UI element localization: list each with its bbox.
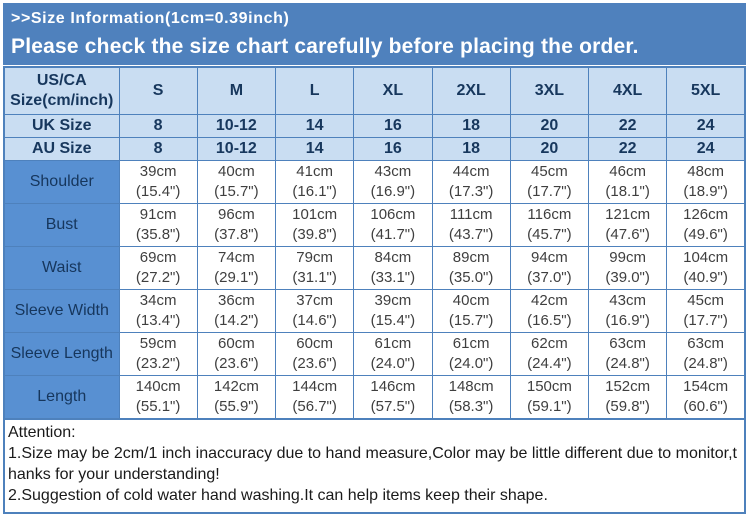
measurement-row — [4, 204, 745, 247]
measurement-value-cell — [589, 161, 667, 204]
cm-value: 144cm — [292, 378, 338, 395]
inch-value: (60.6") — [683, 398, 728, 415]
cm-value: 60cm — [296, 335, 333, 352]
cm-value: 91cm — [139, 206, 177, 223]
size-column-header: 4XL — [589, 67, 667, 115]
cm-value: 41cm — [296, 163, 333, 180]
inch-value: (24.0") — [370, 355, 416, 372]
cm-value: 62cm — [531, 335, 568, 352]
cm-value: 44cm — [452, 163, 490, 180]
cm-value: 148cm — [448, 378, 494, 395]
measurement-row — [4, 247, 745, 290]
cm-value: 142cm — [213, 378, 259, 395]
measurement-value-cell — [510, 376, 588, 420]
measurement-value-cell — [589, 290, 667, 333]
size-warning-text: Please check the size chart carefully before placing the order. — [11, 35, 639, 58]
inch-value: (40.9") — [683, 269, 728, 286]
size-row-label: AU Size — [4, 138, 119, 161]
measurement-value-cell — [276, 376, 354, 420]
inch-value: (55.1") — [135, 398, 181, 415]
uk-size-row — [4, 115, 745, 138]
cm-value: 140cm — [135, 378, 181, 395]
size-value-cell: 22 — [589, 115, 667, 138]
measurement-row — [4, 290, 745, 333]
inch-value: (24.8") — [605, 355, 650, 372]
size-value-cell: 20 — [510, 138, 588, 161]
cm-value: 63cm — [609, 335, 646, 352]
measurement-value-cell — [119, 204, 197, 247]
cm-value: 154cm — [683, 378, 729, 395]
size-column-header: 3XL — [510, 67, 588, 115]
measurement-value-cell — [432, 247, 510, 290]
inch-value: (24.8") — [683, 355, 728, 372]
size-value-cell: 20 — [510, 115, 588, 138]
measurement-value-cell — [197, 376, 275, 420]
inch-value: (41.7") — [370, 226, 416, 243]
inch-value: (31.1") — [292, 269, 337, 286]
measurement-value-cell — [510, 161, 588, 204]
au-size-row — [4, 138, 745, 161]
cm-value: 61cm — [374, 335, 412, 352]
inch-value: (56.7") — [292, 398, 337, 415]
inch-value: (17.7") — [683, 312, 728, 329]
inch-value: (16.9") — [605, 312, 650, 329]
measurement-value-cell — [197, 204, 275, 247]
cm-value: 152cm — [605, 378, 651, 395]
inch-value: (47.6") — [605, 226, 650, 243]
measurement-value-cell — [510, 204, 588, 247]
cm-value: 40cm — [452, 292, 490, 309]
measurement-label: Sleeve Length — [4, 333, 119, 376]
inch-value: (14.2") — [214, 312, 259, 329]
size-info-title: >>Size Information(1cm=0.39inch) — [11, 10, 290, 27]
inch-value: (15.7") — [448, 312, 494, 329]
cm-value: 45cm — [531, 163, 568, 180]
cm-value: 106cm — [370, 206, 416, 223]
attention-note-2: 2.Suggestion of cold water hand washing.It can help items keep their shape. — [8, 487, 548, 504]
cm-value: 69cm — [139, 249, 177, 266]
cm-value: 39cm — [139, 163, 177, 180]
inch-value: (33.1") — [370, 269, 416, 286]
inch-value: (35.8") — [135, 226, 181, 243]
measurement-row — [4, 376, 745, 420]
inch-value: (16.5") — [527, 312, 572, 329]
cm-value: 63cm — [687, 335, 724, 352]
size-value-cell: 18 — [432, 115, 510, 138]
size-value-cell: 14 — [276, 138, 354, 161]
measurement-value-cell — [119, 247, 197, 290]
cm-value: 101cm — [292, 206, 338, 223]
inch-value: (45.7") — [527, 226, 572, 243]
size-column-header: XL — [354, 67, 432, 115]
measurement-value-cell — [667, 161, 745, 204]
size-column-header: L — [276, 67, 354, 115]
inch-value: (16.1") — [292, 183, 337, 200]
cm-value: 43cm — [374, 163, 412, 180]
cm-value: 59cm — [139, 335, 177, 352]
measurement-value-cell — [589, 204, 667, 247]
measurement-value-cell — [197, 247, 275, 290]
measurement-value-cell — [276, 290, 354, 333]
measurement-label: Shoulder — [4, 161, 119, 204]
measurement-value-cell — [589, 247, 667, 290]
measurement-value-cell — [510, 290, 588, 333]
cm-value: 126cm — [683, 206, 729, 223]
size-value-cell: 8 — [119, 115, 197, 138]
measurement-row — [4, 333, 745, 376]
size-info-banner — [3, 3, 746, 65]
measurement-value-cell — [276, 247, 354, 290]
inch-value: (15.4") — [135, 183, 181, 200]
inch-value: (18.9") — [683, 183, 728, 200]
inch-value: (59.1") — [527, 398, 572, 415]
cm-value: 60cm — [218, 335, 255, 352]
inch-value: (15.4") — [370, 312, 416, 329]
cm-value: 150cm — [526, 378, 572, 395]
cm-value: 104cm — [683, 249, 729, 266]
measurement-value-cell — [354, 333, 432, 376]
measurement-label: Sleeve Width — [4, 290, 119, 333]
size-row-label: UK Size — [4, 115, 119, 138]
cm-value: 146cm — [370, 378, 416, 395]
inch-value: (37.8") — [214, 226, 259, 243]
attention-title: Attention: — [8, 424, 76, 441]
size-value-cell: 10-12 — [197, 138, 275, 161]
measurement-value-cell — [432, 290, 510, 333]
inch-value: (29.1") — [214, 269, 259, 286]
measurement-value-cell — [432, 376, 510, 420]
measurement-label: Waist — [4, 247, 119, 290]
cm-value: 89cm — [452, 249, 490, 266]
inch-value: (24.4") — [527, 355, 572, 372]
inch-value: (23.6") — [292, 355, 337, 372]
measurement-row — [4, 161, 745, 204]
cm-value: 116cm — [527, 206, 572, 223]
size-column-header: 5XL — [667, 67, 745, 115]
measurement-value-cell — [667, 376, 745, 420]
measurement-value-cell — [589, 376, 667, 420]
measurement-value-cell — [667, 204, 745, 247]
measurement-value-cell — [354, 247, 432, 290]
inch-value: (37.0") — [527, 269, 572, 286]
cm-value: 79cm — [296, 249, 333, 266]
inch-value: (15.7") — [214, 183, 259, 200]
inch-value: (58.3") — [448, 398, 494, 415]
cm-value: 37cm — [296, 292, 333, 309]
measurement-value-cell — [276, 161, 354, 204]
cm-value: 94cm — [531, 249, 568, 266]
measurement-value-cell — [510, 247, 588, 290]
size-column-header: M — [197, 67, 275, 115]
attention-section — [3, 420, 746, 514]
size-chart-table — [3, 66, 746, 420]
cm-value: 39cm — [374, 292, 412, 309]
inch-value: (35.0") — [448, 269, 494, 286]
measurement-value-cell — [197, 161, 275, 204]
measurement-value-cell — [119, 376, 197, 420]
inch-value: (55.9") — [214, 398, 259, 415]
measurement-value-cell — [119, 333, 197, 376]
cm-value: 99cm — [609, 249, 646, 266]
measurement-value-cell — [667, 290, 745, 333]
measurement-value-cell — [119, 290, 197, 333]
measurement-value-cell — [276, 204, 354, 247]
measurement-value-cell — [432, 161, 510, 204]
cm-value: 36cm — [218, 292, 255, 309]
size-value-cell: 8 — [119, 138, 197, 161]
cm-value: 45cm — [687, 292, 724, 309]
inch-value: (17.7") — [527, 183, 572, 200]
inch-value: (23.6") — [214, 355, 259, 372]
measurement-value-cell — [354, 204, 432, 247]
size-column-header: S — [119, 67, 197, 115]
measurement-value-cell — [197, 290, 275, 333]
cm-value: 96cm — [218, 206, 255, 223]
inch-value: (24.0") — [448, 355, 494, 372]
size-header-row — [4, 67, 745, 115]
cm-value: 61cm — [452, 335, 490, 352]
measurement-value-cell — [354, 290, 432, 333]
size-value-cell: 14 — [276, 115, 354, 138]
inch-value: (49.6") — [683, 226, 728, 243]
measurement-value-cell — [197, 333, 275, 376]
measurement-value-cell — [667, 333, 745, 376]
cm-value: 111cm — [449, 206, 493, 223]
measurement-label: Length — [4, 376, 119, 420]
measurement-value-cell — [432, 333, 510, 376]
size-column-header: 2XL — [432, 67, 510, 115]
inch-value: (14.6") — [292, 312, 337, 329]
cm-value: 40cm — [218, 163, 255, 180]
inch-value: (43.7") — [448, 226, 494, 243]
inch-value: (16.9") — [370, 183, 416, 200]
attention-note-1: 1.Size may be 2cm/1 inch inaccuracy due to hand measure,Color may be little different due to monitor,thanks for your understanding! — [8, 445, 737, 483]
cm-value: 84cm — [374, 249, 412, 266]
size-value-cell: 18 — [432, 138, 510, 161]
measurement-label: Bust — [4, 204, 119, 247]
inch-value: (27.2") — [135, 269, 181, 286]
inch-value: (57.5") — [370, 398, 416, 415]
cm-value: 74cm — [218, 249, 255, 266]
cm-value: 121cm — [605, 206, 651, 223]
cm-value: 43cm — [609, 292, 646, 309]
measurement-value-cell — [510, 333, 588, 376]
measurement-value-cell — [667, 247, 745, 290]
measurement-value-cell — [432, 204, 510, 247]
cm-value: 34cm — [139, 292, 177, 309]
size-value-cell: 16 — [354, 138, 432, 161]
measurement-value-cell — [354, 376, 432, 420]
measurement-value-cell — [119, 161, 197, 204]
size-value-cell: 24 — [667, 115, 745, 138]
size-value-cell: 16 — [354, 115, 432, 138]
measurement-value-cell — [276, 333, 354, 376]
size-value-cell: 22 — [589, 138, 667, 161]
cm-value: 42cm — [531, 292, 568, 309]
inch-value: (23.2") — [135, 355, 181, 372]
inch-value: (59.8") — [605, 398, 650, 415]
inch-value: (39.0") — [605, 269, 650, 286]
size-value-cell: 10-12 — [197, 115, 275, 138]
inch-value: (39.8") — [292, 226, 337, 243]
measurement-value-cell — [354, 161, 432, 204]
size-value-cell: 24 — [667, 138, 745, 161]
inch-value: (13.4") — [135, 312, 181, 329]
inch-value: (17.3") — [448, 183, 494, 200]
size-label-header: US/CA Size(cm/inch) — [4, 67, 119, 115]
cm-value: 48cm — [687, 163, 724, 180]
inch-value: (18.1") — [605, 183, 650, 200]
measurement-value-cell — [589, 333, 667, 376]
cm-value: 46cm — [609, 163, 646, 180]
